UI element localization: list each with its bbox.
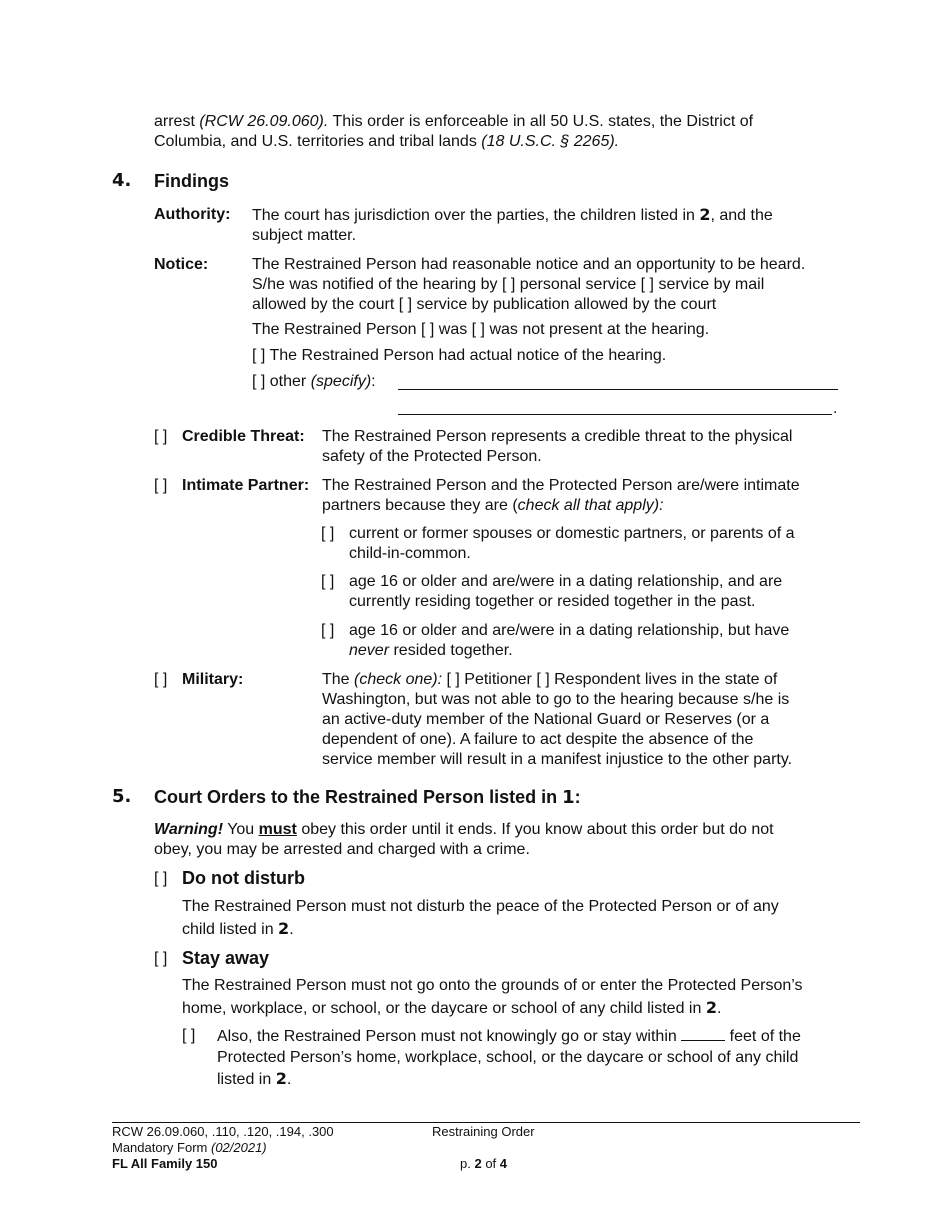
- intro-text: arrest: [154, 113, 200, 130]
- stay-away-heading: Stay away: [182, 948, 270, 968]
- section-5-title: Court Orders to the Restrained Person listed in 1:: [154, 787, 581, 808]
- section-4-number: 4.: [112, 170, 132, 191]
- intro-citation: (RCW 26.09.060).: [199, 113, 329, 130]
- do-not-disturb-checkbox[interactable]: [ ]: [154, 870, 168, 887]
- distance-feet-field[interactable]: [681, 1026, 725, 1041]
- stay-away-checkbox[interactable]: [ ]: [154, 950, 168, 967]
- stay-away-text: The Restrained Person must not go onto the grounds of or enter the Protected Person’s home, workplace, or school, or the daycare or school of any child listed in 2.: [182, 977, 803, 1017]
- section-ref: 2: [705, 998, 717, 1017]
- notice-label: Notice:: [154, 256, 209, 273]
- notice-actual-checkbox-line: [ ] The Restrained Person had actual notice of the hearing.: [252, 347, 667, 364]
- notice-other-line: [ ] other (specify):: [252, 373, 376, 390]
- footer-rule: [112, 1122, 860, 1123]
- intimate-option-dating-together: [ ] age 16 or older and are/were in a dating relationship, and are currently residing together or resided together in the past.: [321, 573, 783, 610]
- section-ref: 2: [275, 1069, 287, 1088]
- authority-label: Authority:: [154, 206, 231, 223]
- intimate-partner-text: The Restrained Person and the Protected Person are/were intimate partners because they are (check all that apply):: [322, 477, 800, 514]
- section-ref: 2: [278, 919, 290, 938]
- intimate-partner-checkbox[interactable]: [ ]: [154, 477, 168, 494]
- other-specify-field-2[interactable]: [398, 414, 832, 415]
- military-checkbox[interactable]: [ ]: [154, 671, 168, 688]
- stay-away-distance-text: Also, the Restrained Person must not knowingly go or stay within feet of the Protected Person’s home, workplace, school, or the daycare or school of any child listed in 2.: [217, 1028, 801, 1088]
- footer-left: RCW 26.09.060, .110, .120, .194, .300 Mandatory Form (02/2021) FL All Family 150: [112, 1124, 334, 1171]
- footer-form-id: FL All Family 150: [112, 1156, 218, 1171]
- military-text: The (check one): [ ] Petitioner [ ] Respondent lives in the state of Washington, but was not able to go to the hearing because s/he is an active-duty member of the National Guard or Reserves (or a dependent of one). A failure to act despite the absence of the service member will result in a manifest injustice to the other party.: [322, 671, 793, 768]
- authority-text: The court has jurisdiction over the parties, the children listed in 2, and the subject matter.: [252, 205, 773, 244]
- section-4-title: Findings: [154, 171, 229, 191]
- intro-paragraph: [154, 112, 854, 152]
- footer-page-number: p. 2 of 4: [460, 1156, 508, 1171]
- footer-title: Restraining Order: [432, 1124, 535, 1139]
- do-not-disturb-text: The Restrained Person must not disturb the peace of the Protected Person or of any child listed in 2.: [182, 898, 779, 938]
- section-ref: 2: [699, 205, 711, 224]
- option-checkbox[interactable]: [ ]: [321, 622, 335, 639]
- credible-threat-text: The Restrained Person represents a credible threat to the physical safety of the Protected Person.: [322, 428, 793, 465]
- military-label: Military:: [182, 671, 244, 688]
- credible-threat-label: Credible Threat:: [182, 428, 305, 445]
- other-period: .: [833, 400, 838, 417]
- warning-paragraph: Warning! You must obey this order until it ends. If you know about this order but do not obey, you may be arrested and charged with a crime.: [154, 821, 774, 858]
- stay-away-also-checkbox[interactable]: [ ]: [182, 1027, 196, 1044]
- do-not-disturb-heading: Do not disturb: [182, 868, 305, 888]
- credible-threat-checkbox[interactable]: [ ]: [154, 428, 168, 445]
- option-checkbox[interactable]: [ ]: [321, 525, 335, 542]
- warning-label: Warning!: [154, 821, 224, 838]
- other-specify-field[interactable]: [398, 389, 838, 390]
- notice-service-options: S/he was notified of the hearing by [ ] personal service [ ] service by mail: [252, 276, 765, 293]
- section-ref: 1: [562, 787, 575, 808]
- footer-rcw: RCW 26.09.060, .110, .120, .194, .300: [112, 1124, 334, 1139]
- intro-text: This order is enforceable in all 50 U.S. states, the District of: [328, 113, 754, 130]
- intimate-partner-label: Intimate Partner:: [182, 477, 310, 494]
- intimate-option-dating-never-together: [ ] age 16 or older and are/were in a dating relationship, but have never resided together.: [321, 622, 790, 659]
- intro-citation: (18 U.S.C. § 2265).: [481, 133, 620, 150]
- notice-text: The Restrained Person had reasonable notice and an opportunity to be heard. S/he was notified of the hearing by [ ] personal service [ ] service by mail allowed by the court [ ] service by publication allowed by the court: [252, 255, 852, 315]
- option-checkbox[interactable]: [ ]: [321, 573, 335, 590]
- notice-present-line: The Restrained Person [ ] was [ ] was not present at the hearing.: [252, 321, 710, 338]
- intimate-option-spouses: [ ] current or former spouses or domestic partners, or parents of a child-in-common.: [321, 525, 795, 562]
- section-5-number: 5.: [112, 786, 132, 807]
- intro-text: Columbia, and U.S. territories and tribal lands: [154, 133, 482, 150]
